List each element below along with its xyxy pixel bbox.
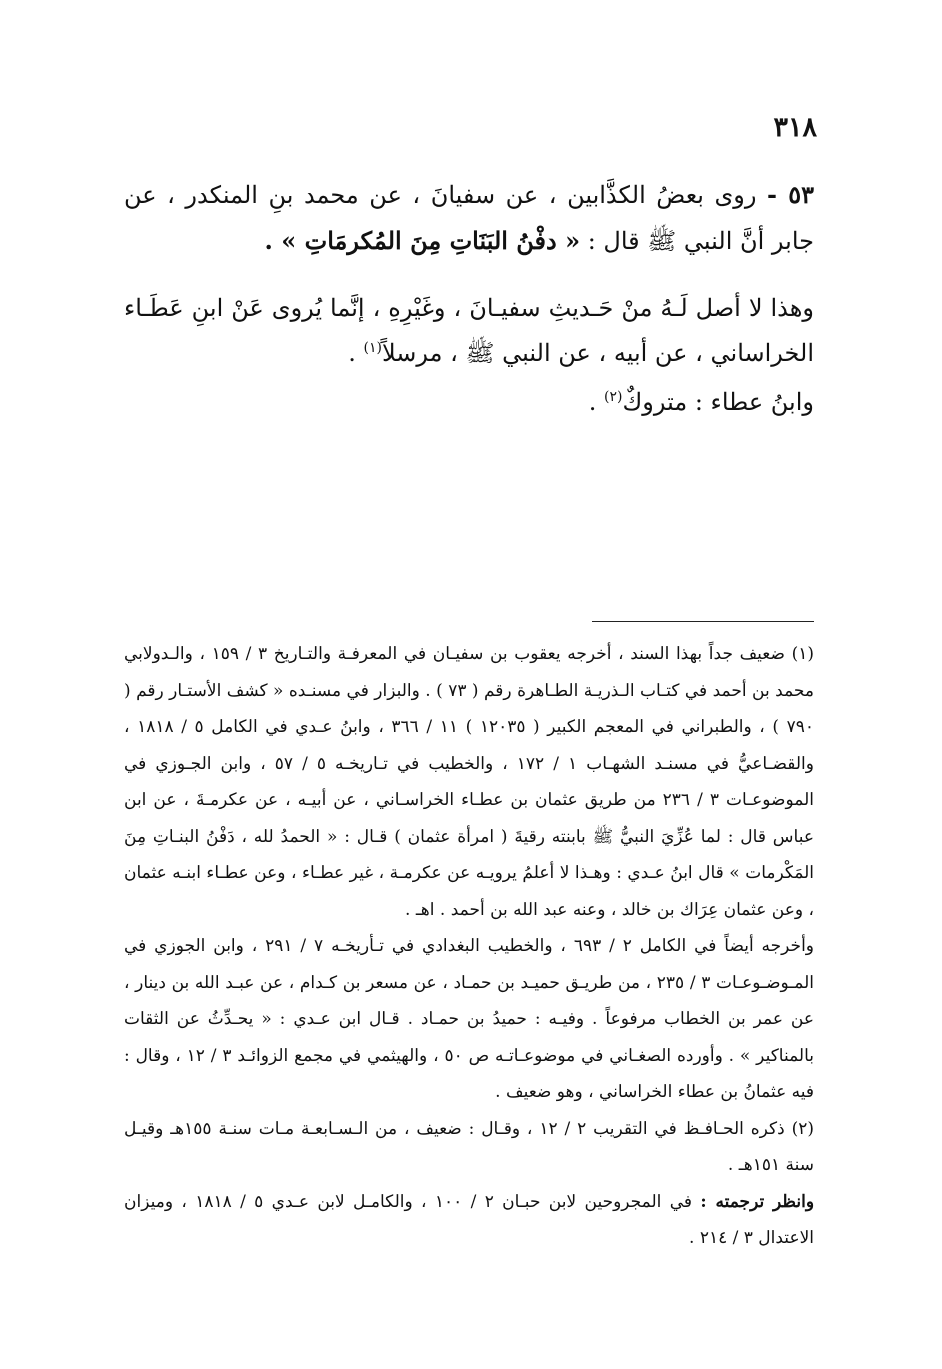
ibn-ata-paragraph (124, 380, 814, 425)
footnote-ref-1[interactable]: (١) (363, 340, 382, 356)
main-text (124, 172, 814, 425)
hadith-quote: « دفْنُ البَنَاتِ مِنَ المُكرمَاتِ » . (264, 226, 581, 255)
footnote-ref-2[interactable]: (٢) (604, 389, 623, 405)
footnote-2-lead: وانظر ترجمته : (700, 1191, 815, 1212)
commentary-end: . (348, 339, 364, 367)
page-number: ٣١٨ (773, 112, 817, 143)
footnote-1-continuation: وأخرجه أيضاً في الكامل ٢ / ٦٩٣ ، والخطيب البغدادي في تـأريخـه ٧ / ٢٩١ ، وابن الجوزي في المـوضـوعـات ٣ / ٢٣٥ ، من طريـق حميـد بن حمـاد ، عن مسعر بن كـدام ، عن عبـد الله بن دينار ، عن عمر بن الخطاب مرفوعاً . وفيـه : حميدُ بن حمـاد . قـال ابن عـدي : « يحـدِّثُ عن الثقات بالمناكير » . وأورده الصغـاني في موضوعـاتـه ص ٥٠ ، والهيثمي في مجمع الزوائـد ٣ / ١٢ ، وقال : فيه عثمانُ بن عطاء الخراساني ، وهو ضعيف . (124, 936, 815, 1102)
hadith-paragraph (124, 172, 814, 264)
footnote-separator (592, 621, 814, 622)
ibn-ata-end: . (588, 388, 605, 416)
footnote-1: (١) ضعيف جداً بهذا السند ، أخرجه يعقوب بن سفيـان في المعرفـة والتـاريخ ٣ / ١٥٩ ، والـدولابي محمد بن أحمد في كتـاب الـذريـة الطـاهرة رقم ( ٧٣ ) . والبزار في مسنـده « كشف الأستـار رقم ( ٧٩٠ ) ، والطبراني في المعجم الكبير ( ١٢٠٣٥ ) ١١ / ٣٦٦ ، وابنُ عـدي في الكامل ٥ / ١٨١٨ ، والقضـاعيُّ في مسنـد الشهـاب ١ / ١٧٢ ، والخطيب في تـاريخـه ٥ / ٥٧ ، وابن الجـوزي في الموضوعـات ٣ / ٢٣٦ من طريق عثمان بن عطـاء الخراسـاني ، عن أبيـه ، عن عكرمـةَ ، عن ابن عباس قال : لما عُزِّيَ النبيُّ ﷺ بابنته رقيةَ ( امرأة عثمان ) قـال : « الحمدُ لله ، دَفْنُ البنـاتِ مِنَ المَكْرمات » قال ابنُ عـدي : وهـذا لا أعلمُ يرويـه عن عكرمـة ، غير عطـاء ، وعن عطـاء ابنـه عثمان ، وعن عثمان عِرَاك بن خالد ، وعنه عبد الله بن أحمد . اهـ . (124, 644, 814, 920)
footnote-2-references (124, 1184, 814, 1257)
commentary-text: وهذا لا أصل لَـهُ منْ حَـديثِ سفيـانَ ، وغَيْرِهِ ، إنَّما يُروى عَنْ ابنِ عَطَـاء الخراساني ، عن أبيه ، عن النبي ﷺ ، مرسلاً (124, 294, 814, 367)
ibn-ata-text: وابنُ عطاء : متروكٌ (622, 388, 814, 416)
footnote-2-rest: في المجروحين لابن حبـان ٢ / ١٠٠ ، والكامـل لابن عـدي ٥ / ١٨١٨ ، وميزان الاعتدال ٣ / ٢١٤ . (124, 1191, 814, 1248)
hadith-number: ٥٣ - (767, 180, 815, 209)
hadith-chain: روى بعضُ الكذَّابين ، عن سفيانَ ، عن محمد بنِ المنكدر ، عن جابر أنَّ النبي ﷺ قال : (124, 181, 814, 255)
footnotes (124, 636, 814, 1257)
footnote-2: (٢) ذكره الحـافـظ في التقريب ٢ / ١٢ ، وقـال : ضعيف ، من الـسـابعـة مـات سنـة ١٥٥هـ وقيـل سنة ١٥١هـ . (124, 1118, 814, 1175)
commentary-paragraph (124, 286, 814, 376)
